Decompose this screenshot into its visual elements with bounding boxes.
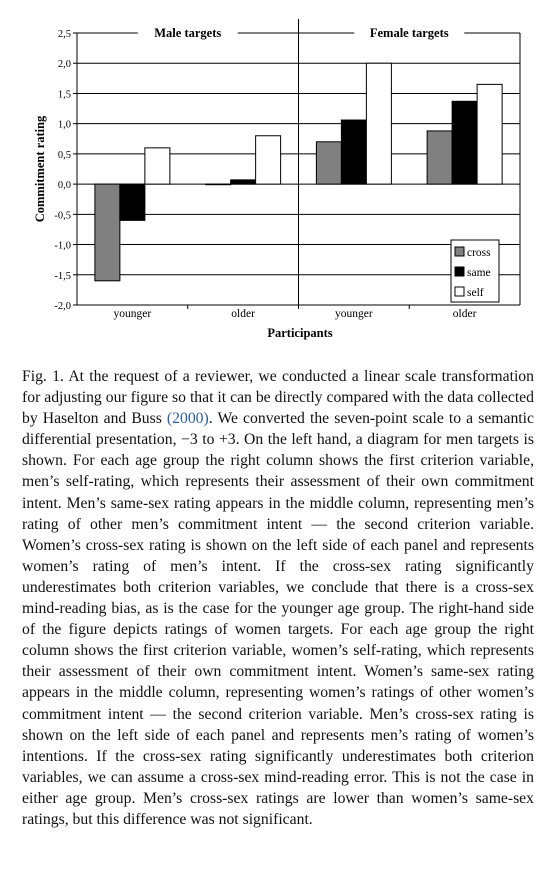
panel-label: Male targets	[154, 26, 222, 40]
bar-same	[231, 180, 256, 184]
bar-self	[366, 63, 391, 184]
y-tick-label: 2,5	[57, 29, 71, 40]
bar-cross	[316, 142, 341, 184]
bar-same	[452, 101, 477, 184]
y-tick-label: -0,5	[54, 210, 71, 222]
bar-chart-figure	[0, 0, 557, 350]
bar-cross	[427, 131, 452, 184]
bar-same	[120, 184, 145, 220]
panel-label: Female targets	[369, 26, 449, 40]
x-category-label: younger	[113, 308, 152, 320]
caption-text-part-2: . We converted the seven-point scale to a semantic differential presentation, −3 to +3. On the left hand, a diagram for men targets is shown. For each age group the right column shows the first criterion variable, men’s self-rating, which represents their assessment of their own commitment intent. Men’s same-sex rating appears in the middle column, representing men’s rating of other men’s commitment intent — the second criterion variable. Women’s cross-sex rating is shown on the left side of each panel and represents women’s rating of men’s intent. If the cross-sex rating significantly underestimates both criterion variables, we conclude that there is a cross-sex mind-reading bias, as is the case for the younger age group. The right-hand side of the figure depicts ratings of women targets. For each age group the right column shows the first criterion variable, women’s self-rating, which represents their assessment of their own commitment intent. Women’s same-sex rating appears in the middle column, representing women’s ratings of other women’s commitment intent — the second criterion variable. Men’s cross-sex rating is shown on the left side of each panel and represents men’s rating of women’s intentions. If the cross-sex rating significantly underestimates both criterion variables, we can assume a cross-sex mind-reading error. This is not the case in either age group. Men’s cross-sex ratings are lower than women’s same-sex ratings, but this difference was not significant.	[22, 410, 534, 828]
y-tick-label: -1,5	[54, 270, 71, 282]
caption-text-part-1: Fig. 1. At the request of a reviewer, we conducted a linear scale transformation for adjusting our figure so that it can be directly compared with the data collected by Haselton and Buss	[22, 368, 534, 428]
y-tick-label: 0,5	[57, 149, 71, 161]
y-tick-label: 0,0	[57, 180, 71, 192]
legend-swatch-cross	[455, 247, 464, 256]
bar-cross	[95, 184, 120, 281]
y-tick-label: 1,5	[57, 89, 71, 101]
y-tick-label: 1,0	[57, 119, 71, 131]
x-category-label: older	[231, 308, 255, 320]
bar-self	[477, 84, 502, 184]
bar-self	[256, 136, 281, 184]
legend	[451, 240, 499, 302]
y-tick-label: 2,0	[57, 59, 71, 71]
citation-link[interactable]: (2000)	[166, 410, 209, 428]
x-category-label: older	[452, 308, 477, 320]
legend-label-same: same	[467, 267, 491, 279]
x-axis-title: Participants	[267, 326, 333, 340]
bar-cross	[206, 184, 231, 185]
bar-same	[341, 120, 366, 184]
y-axis-title: Commitment rating	[33, 115, 47, 223]
figure-caption	[22, 366, 534, 830]
legend-swatch-same	[455, 267, 464, 276]
y-tick-label: -2,0	[54, 301, 71, 312]
legend-label-self: self	[467, 287, 484, 299]
bar-self	[145, 148, 170, 184]
x-category-label: younger	[335, 308, 373, 320]
y-tick-label: -1,0	[54, 240, 71, 252]
legend-swatch-self	[455, 287, 464, 296]
legend-label-cross: cross	[467, 247, 491, 259]
